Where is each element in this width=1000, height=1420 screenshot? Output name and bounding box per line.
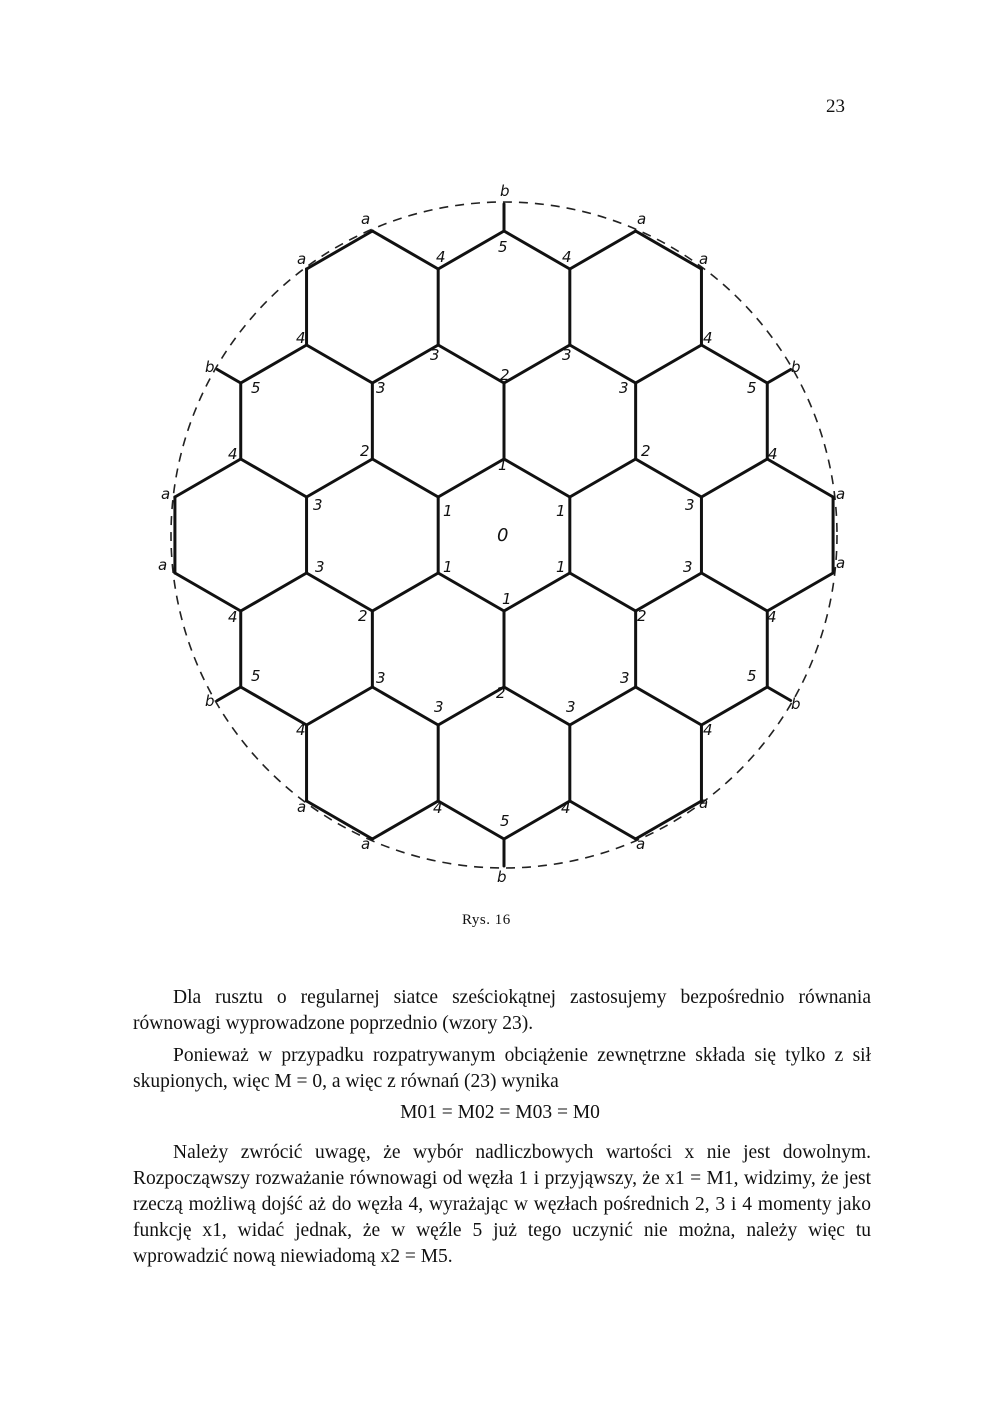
node-label: 4 bbox=[767, 608, 777, 626]
boundary-label: a bbox=[836, 485, 846, 503]
node-label: 1 bbox=[443, 558, 453, 576]
figure-caption: Rys. 16 bbox=[462, 912, 511, 928]
grid-stub bbox=[217, 687, 240, 701]
grid-edge bbox=[307, 687, 373, 725]
node-label: 3 bbox=[619, 379, 629, 397]
grid-edge bbox=[570, 801, 636, 839]
boundary-label: a bbox=[158, 556, 168, 574]
paragraph-1: Dla rusztu o regularnej siatce sześciokątnej zastosujemy bezpośrednio równania równowagi wyprowadzone poprzednio (wzory 23). bbox=[133, 987, 871, 1034]
grid-edge bbox=[570, 231, 636, 269]
node-label: 5 bbox=[500, 812, 510, 830]
grid-stub bbox=[767, 687, 790, 701]
boundary-label: a bbox=[297, 250, 307, 268]
node-label: 4 bbox=[703, 329, 713, 347]
grid-edge bbox=[241, 687, 307, 725]
grid-edge bbox=[307, 231, 373, 269]
grid-edge bbox=[372, 231, 438, 269]
boundary-label: b bbox=[500, 182, 510, 200]
node-label: 4 bbox=[561, 799, 571, 817]
grid-edge bbox=[372, 573, 438, 611]
grid-edge bbox=[701, 459, 767, 497]
boundary-label: a bbox=[361, 835, 371, 853]
node-label: 2 bbox=[500, 366, 510, 384]
node-label: 3 bbox=[313, 496, 323, 514]
grid-edge bbox=[307, 345, 373, 383]
grid-edge bbox=[504, 573, 570, 611]
node-label: 4 bbox=[296, 329, 306, 347]
center-label: 0 bbox=[497, 525, 509, 546]
boundary-label: a bbox=[361, 210, 371, 228]
grid-edge bbox=[372, 801, 438, 839]
node-label: 1 bbox=[498, 456, 508, 474]
grid-edge bbox=[504, 801, 570, 839]
node-label: 4 bbox=[228, 445, 238, 463]
boundary-label: b bbox=[497, 868, 507, 886]
grid-stub bbox=[767, 370, 790, 384]
grid-edge bbox=[636, 801, 702, 839]
grid-edge bbox=[438, 801, 504, 839]
node-label: 3 bbox=[685, 496, 695, 514]
boundary-label: b bbox=[791, 358, 801, 376]
node-label: 3 bbox=[620, 669, 630, 687]
boundary-label: a bbox=[699, 794, 709, 812]
grid-edge bbox=[636, 345, 702, 383]
node-label: 5 bbox=[747, 379, 757, 397]
boundary-label: b bbox=[205, 692, 215, 710]
page-number: 23 bbox=[826, 96, 845, 117]
grid-edge bbox=[701, 573, 767, 611]
node-label: 3 bbox=[430, 346, 440, 364]
grid-edge bbox=[767, 459, 833, 497]
grid-edge bbox=[175, 459, 241, 497]
grid-edge bbox=[307, 459, 373, 497]
paragraph-2: Ponieważ w przypadku rozpatrywanym obciążenie zewnętrzne składa się tylko z sił skupionych, więc M = 0, a więc z równań (23) wynika bbox=[133, 1045, 871, 1092]
boundary-label: a bbox=[297, 798, 307, 816]
grid-edge bbox=[636, 573, 702, 611]
node-label: 2 bbox=[641, 442, 651, 460]
grid-edge bbox=[504, 345, 570, 383]
grid-edge bbox=[570, 687, 636, 725]
grid-edge bbox=[701, 687, 767, 725]
node-label: 3 bbox=[434, 698, 444, 716]
grid-edge bbox=[636, 231, 702, 269]
node-label: 1 bbox=[443, 502, 453, 520]
node-label: 1 bbox=[556, 558, 566, 576]
node-label: 4 bbox=[436, 248, 446, 266]
node-label: 3 bbox=[315, 558, 325, 576]
node-label: 5 bbox=[251, 667, 261, 685]
node-label: 1 bbox=[502, 590, 512, 608]
node-label: 4 bbox=[768, 445, 778, 463]
node-label: 1 bbox=[556, 502, 566, 520]
grid-edge bbox=[372, 345, 438, 383]
grid-edge bbox=[504, 459, 570, 497]
node-label: 4 bbox=[703, 721, 713, 739]
node-label: 5 bbox=[498, 238, 508, 256]
boundary-label: a bbox=[161, 485, 171, 503]
boundary-label: a bbox=[636, 835, 646, 853]
paragraph-3: Należy zwrócić uwagę, że wybór nadliczbowych wartości x nie jest dowolnym. Rozpocząwszy rozważanie równowagi od węzła 1 i przyjąwszy, że x1 = M1, widzimy, że jest rzeczą możliwą dojść aż do węzła 4, wyrażając w węzłach pośrednich 2, 3 i 4 momenty jako funkcję x1, widać jednak, że w węźle 5 już tego uczynić nie można, należy więc tu wprowadzić nową niewiadomą x2 = M5. bbox=[133, 1142, 871, 1267]
node-label: 3 bbox=[683, 558, 693, 576]
boundary-label: a bbox=[637, 210, 647, 228]
grid-edge bbox=[372, 687, 438, 725]
grid-edge bbox=[175, 573, 241, 611]
node-label: 3 bbox=[562, 346, 572, 364]
node-label: 4 bbox=[296, 721, 306, 739]
grid-edge bbox=[504, 231, 570, 269]
grid-edge bbox=[307, 801, 373, 839]
grid-edge bbox=[307, 573, 373, 611]
node-label: 2 bbox=[637, 607, 647, 625]
grid-edge bbox=[438, 687, 504, 725]
boundary-label: a bbox=[699, 250, 709, 268]
grid-edge bbox=[438, 573, 504, 611]
node-label: 3 bbox=[566, 698, 576, 716]
grid-edge bbox=[504, 687, 570, 725]
node-label: 5 bbox=[251, 379, 261, 397]
node-label: 4 bbox=[562, 248, 572, 266]
node-label: 4 bbox=[228, 608, 238, 626]
node-label: 4 bbox=[433, 799, 443, 817]
node-label: 5 bbox=[747, 667, 757, 685]
boundary-label: b bbox=[205, 358, 215, 376]
node-label: 3 bbox=[376, 669, 386, 687]
boundary-label: b bbox=[791, 695, 801, 713]
node-label: 3 bbox=[376, 379, 386, 397]
grid-stub bbox=[217, 370, 240, 384]
grid-edge bbox=[570, 573, 636, 611]
node-label: 2 bbox=[360, 442, 370, 460]
node-label: 2 bbox=[358, 607, 368, 625]
node-label: 2 bbox=[496, 684, 506, 702]
grid-edge bbox=[241, 345, 307, 383]
grid-edge bbox=[372, 459, 438, 497]
grid-edge bbox=[241, 573, 307, 611]
grid-edge bbox=[570, 459, 636, 497]
grid-edge bbox=[701, 345, 767, 383]
grid-edge bbox=[570, 345, 636, 383]
equation: M01 = M02 = M03 = M0 bbox=[400, 1102, 600, 1123]
boundary-label: a bbox=[836, 554, 846, 572]
grid-edge bbox=[438, 459, 504, 497]
grid-edge bbox=[438, 345, 504, 383]
grid-edge bbox=[636, 687, 702, 725]
grid-edge bbox=[241, 459, 307, 497]
grid-edge bbox=[767, 573, 833, 611]
grid-edge bbox=[438, 231, 504, 269]
grid-edge bbox=[636, 459, 702, 497]
